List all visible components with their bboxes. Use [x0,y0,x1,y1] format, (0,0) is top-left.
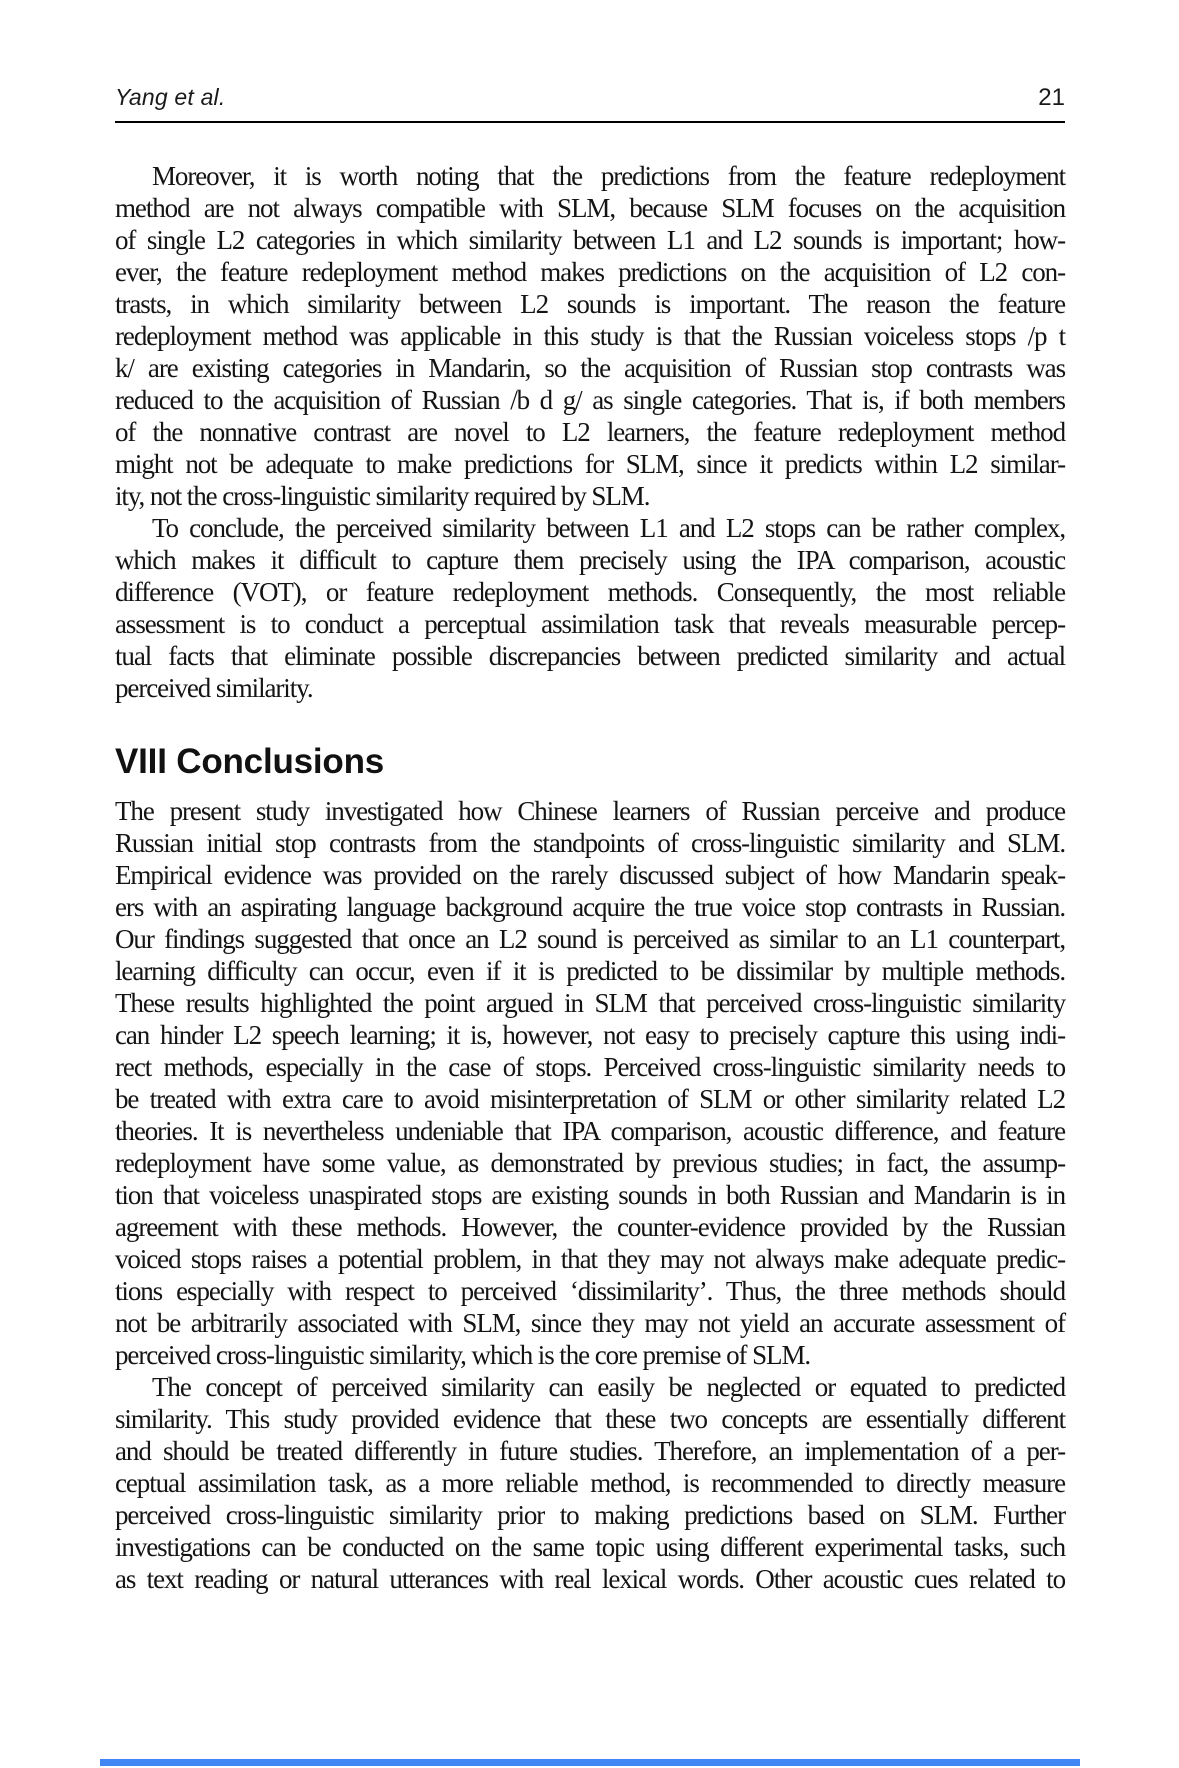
text-line: trasts, in which similarity between L2 sounds is important. The reason the feature [115,289,1065,319]
text-line: The concept of perceived similarity can easily be neglected or equated to predicted [152,1372,1065,1402]
text-line: perceived cross-linguistic similarity, which is the core premise of SLM. [115,1340,811,1370]
text-line: of the nonnative contrast are novel to L2 learners, the feature redeployment method [115,417,1065,447]
text-line: voiced stops raises a potential problem, in that they may not always make adequate predic- [115,1244,1065,1274]
header-rule [115,121,1065,123]
text-line: To conclude, the perceived similarity between L1 and L2 stops can be rather complex, [152,513,1065,543]
text-line: of single L2 categories in which similarity between L1 and L2 sounds is important; how- [115,225,1065,255]
text-line: ceptual assimilation task, as a more reliable method, is recommended to directly measure [115,1468,1065,1498]
text-line: rect methods, especially in the case of stops. Perceived cross-linguistic similarity needs to [115,1052,1065,1082]
paragraph [115,512,1065,704]
text-line: investigations can be conducted on the same topic using different experimental tasks, such [115,1532,1065,1562]
page-number: 21 [1038,84,1065,111]
text-line: method are not always compatible with SLM, because SLM focuses on the acquisition [115,193,1065,223]
bottom-accent-bar [100,1759,1080,1766]
page-content [115,0,1065,1595]
text-line: ity, not the cross-linguistic similarity required by SLM. [115,481,650,511]
text-line: reduced to the acquisition of Russian /b d g/ as single categories. That is, if both members [115,385,1065,415]
text-line: which makes it difficult to capture them precisely using the IPA comparison, acoustic [115,545,1065,575]
body-text [115,160,1065,1595]
text-line: perceived cross-linguistic similarity prior to making predictions based on SLM. Further [115,1500,1065,1530]
text-line: tual facts that eliminate possible discrepancies between predicted similarity and actual [115,641,1065,671]
text-line: assessment is to conduct a perceptual assimilation task that reveals measurable percep- [115,609,1065,639]
text-line: Russian initial stop contrasts from the standpoints of cross-linguistic similarity and SLM. [115,828,1065,858]
text-line: tions especially with respect to perceived ‘dissimilarity’. Thus, the three methods should [115,1276,1065,1306]
text-line: Empirical evidence was provided on the rarely discussed subject of how Mandarin speak- [115,860,1065,890]
running-head: Yang et al. [115,84,226,110]
text-line: be treated with extra care to avoid misinterpretation of SLM or other similarity related L2 [115,1084,1065,1114]
text-line: perceived similarity. [115,673,313,703]
text-line: as text reading or natural utterances with real lexical words. Other acoustic cues related to [115,1564,1065,1594]
text-line: might not be adequate to make predictions for SLM, since it predicts within L2 similar- [115,449,1065,479]
text-line: Our findings suggested that once an L2 sound is perceived as similar to an L1 counterpart, [115,924,1065,954]
text-line: similarity. This study provided evidence that these two concepts are essentially different [115,1404,1065,1434]
paragraph [115,1371,1065,1595]
text-line: and should be treated differently in future studies. Therefore, an implementation of a per- [115,1436,1065,1466]
text-line: difference (VOT), or feature redeployment methods. Consequently, the most reliable [115,577,1065,607]
text-line: The present study investigated how Chinese learners of Russian perceive and produce [115,796,1065,826]
text-line: theories. It is nevertheless undeniable that IPA comparison, acoustic difference, and feature [115,1116,1065,1146]
text-line: Moreover, it is worth noting that the predictions from the feature redeployment [152,161,1065,191]
paragraph [115,160,1065,512]
section-pre-heading [115,160,1065,704]
text-line: redeployment have some value, as demonstrated by previous studies; in fact, the assump- [115,1148,1065,1178]
text-line: These results highlighted the point argued in SLM that perceived cross-linguistic similarity [115,988,1065,1018]
text-line: k/ are existing categories in Mandarin, so the acquisition of Russian stop contrasts was [115,353,1065,383]
text-line: redeployment method was applicable in this study is that the Russian voiceless stops /p t [115,321,1065,351]
text-line: tion that voiceless unaspirated stops are existing sounds in both Russian and Mandarin is in [115,1180,1065,1210]
section-conclusions [115,795,1065,1595]
text-line: not be arbitrarily associated with SLM, since they may not yield an accurate assessment of [115,1308,1065,1338]
text-line: learning difficulty can occur, even if it is predicted to be dissimilar by multiple methods. [115,956,1065,986]
text-line: agreement with these methods. However, the counter-evidence provided by the Russian [115,1212,1065,1242]
text-line: ers with an aspirating language background acquire the true voice stop contrasts in Russian. [115,892,1065,922]
paragraph [115,795,1065,1371]
text-line: ever, the feature redeployment method makes predictions on the acquisition of L2 con- [115,257,1065,287]
section-heading: VIII Conclusions [115,742,385,781]
running-header [115,0,1065,112]
text-line: can hinder L2 speech learning; it is, however, not easy to precisely capture this using indi- [115,1020,1065,1050]
